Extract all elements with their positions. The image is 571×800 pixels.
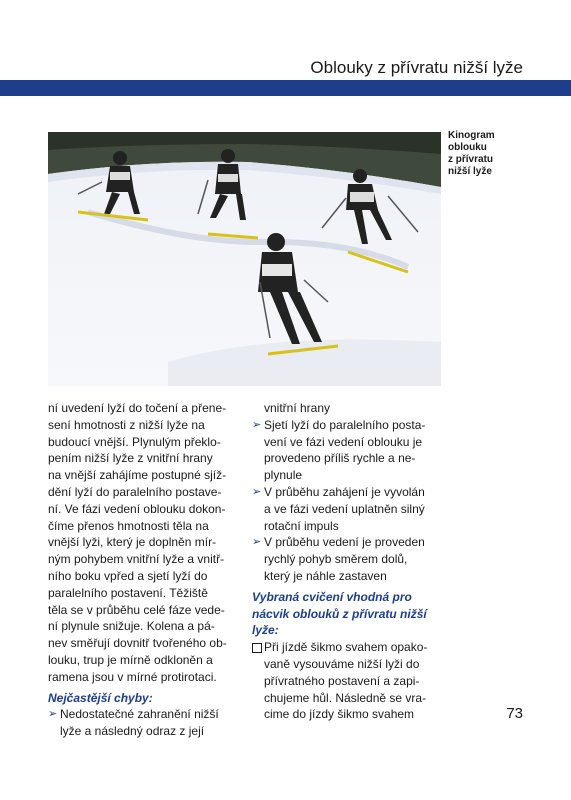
text-line: rotační impuls	[264, 518, 339, 533]
text-line: ným pohybem vnitřní lyže a vnitř-	[48, 552, 225, 567]
header-bar	[0, 80, 571, 96]
text-line: přívratného postavení a zapi-	[264, 673, 420, 688]
text-line: číme přenos hmotnosti těla na	[48, 518, 209, 533]
text-line: rychlý pohyb směrem dolů,	[264, 552, 408, 567]
heading-line: nácvik oblouků z přívratu nižší	[252, 606, 427, 621]
exercise-item	[252, 639, 442, 723]
caption-line: Kinogram	[448, 130, 495, 141]
error-bullet	[252, 484, 442, 534]
error-bullet-continuation	[252, 400, 442, 417]
text-line: ního boku vpřed a sjetí lyží do	[48, 568, 208, 583]
arrow-bullet-icon: ➢	[48, 708, 58, 721]
text-line: provedeno příliš rychle a ne-	[264, 451, 416, 466]
text-line: plynule	[264, 468, 303, 483]
text-line: ní plynule snižuje. Kolena a pá-	[48, 619, 215, 634]
text-line: budoucí vnější. Plynulým překlo-	[48, 434, 221, 449]
text-line: a ve fázi vedení uplatněn silný	[264, 501, 425, 516]
text-line: Sjetí lyží do paralelního posta-	[264, 417, 426, 432]
text-line: Nedostatečné zahranění nižší	[60, 707, 219, 722]
errors-heading: Nejčastější chyby:	[48, 690, 153, 705]
text-line: ní uvedení lyží do točení a přene-	[48, 401, 227, 415]
left-column	[48, 400, 238, 740]
right-column	[252, 400, 442, 723]
text-line: dění lyží do paralelního postave-	[48, 484, 222, 499]
text-line: chujeme hůl. Následně se vra-	[264, 690, 427, 705]
error-bullet	[252, 534, 442, 584]
text-line: na vnější zahájíme postupné sjíž-	[48, 468, 227, 483]
checkbox-bullet-icon	[252, 643, 262, 653]
text-line: paralelního postavení. Těžiště	[48, 585, 208, 600]
caption-line: z přívratu	[448, 154, 494, 165]
figure-caption	[448, 130, 558, 178]
text-line: lyže a následný odraz z její	[60, 724, 205, 739]
text-line: Při jízdě šikmo svahem opako-	[264, 640, 428, 655]
text-line: V průběhu vedení je proveden	[264, 535, 425, 550]
error-bullet	[252, 417, 442, 484]
heading-line: Vybraná cvičení vhodná pro	[252, 589, 412, 604]
arrow-bullet-icon: ➢	[252, 536, 262, 549]
heading-line: lyže:	[252, 623, 279, 638]
page-header-title: Oblouky z přívratu nižší lyže	[310, 58, 523, 77]
caption-line: nižší lyže	[448, 166, 492, 177]
kinogram-photo	[48, 132, 441, 386]
text-line: ramena jsou v mírné protirotaci.	[48, 669, 217, 684]
body-paragraph	[48, 400, 238, 686]
text-line: vnější lyži, který je doplněn mír-	[48, 535, 217, 550]
arrow-bullet-icon: ➢	[252, 418, 262, 431]
caption-line: oblouku	[448, 142, 487, 153]
page-number: 73	[506, 705, 523, 722]
text-line: V průběhu zahájení je vyvolán	[264, 484, 425, 499]
text-line: louku, trup je mírně odkloněn a	[48, 652, 213, 667]
text-line: vení ve fázi vedení oblouku je	[264, 434, 423, 449]
text-line: pením nižší lyže z vnitřní hrany	[48, 451, 213, 466]
text-line: sení hmotnosti z nižší lyže na	[48, 417, 205, 432]
text-line: nev směřují dovnitř tvořeného ob-	[48, 636, 227, 651]
text-line: vnitřní hrany	[264, 401, 331, 415]
text-line: který je náhle zastaven	[264, 568, 387, 583]
exercises-heading	[252, 589, 442, 639]
text-line: cime do jízdy šikmo svahem	[264, 707, 415, 722]
text-line: vaně vysouváme nižší lyži do	[264, 656, 420, 671]
text-line: ní. Ve fázi vedení oblouku dokon-	[48, 501, 226, 516]
error-bullet	[48, 706, 238, 740]
text-line: těla se v průběhu celé fáze vede-	[48, 602, 225, 617]
arrow-bullet-icon: ➢	[252, 485, 262, 498]
